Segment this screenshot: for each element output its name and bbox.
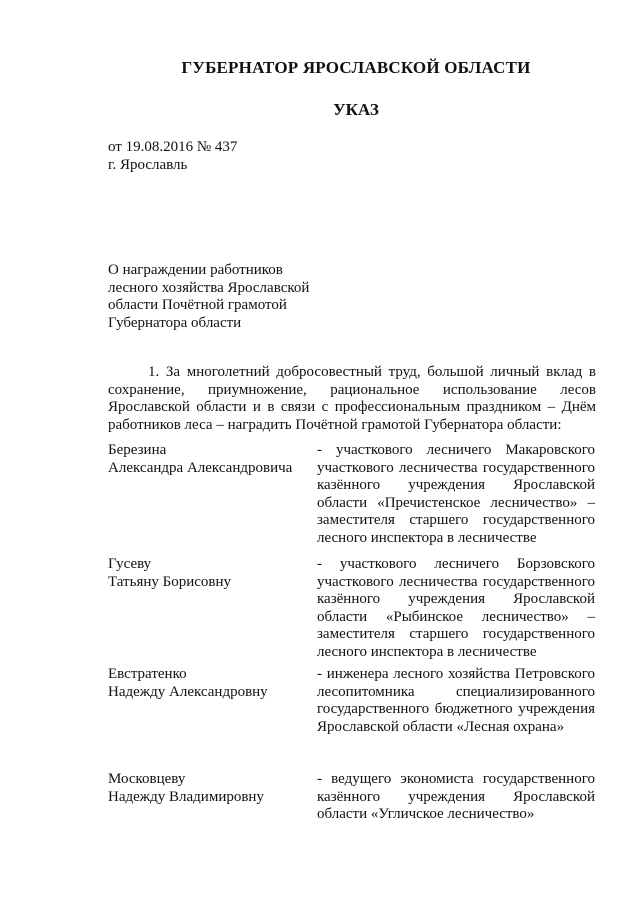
decree-city: г. Ярославль — [108, 157, 188, 173]
awardee-position: - ведущего экономиста государственного казённого учреждения Ярославской области «Угличское лесничество» — [317, 771, 595, 822]
awardee-given-names: Надежду Александровну — [108, 683, 268, 700]
awardee-given-names: Татьяну Борисовну — [108, 573, 232, 590]
document-type: УКАЗ — [333, 100, 379, 119]
subject-line: О награждении работников — [108, 262, 283, 278]
awardee-name — [108, 771, 308, 806]
awardee-position: - инженера лесного хозяйства Петровского лесопитомника специализированного государственного бюджетного учреждения Ярославской области «Лесная охрана» — [317, 666, 595, 735]
awardee-surname: Гусеву — [108, 556, 152, 572]
decree-date-number: от 19.08.2016 № 437 — [108, 139, 238, 155]
decree-subject — [108, 262, 338, 332]
awardee-name — [108, 442, 308, 477]
awardee-position: - участкового лесничего Борзовского участкового лесничества государственного казённого учреждения Ярославской области «Рыбинское лесничество» – заместителя старшего государственного лесного инспектора в лесничестве — [317, 556, 595, 660]
awardee-surname: Березина — [108, 442, 167, 458]
awardee-name — [108, 556, 308, 591]
awardee-surname: Евстратенко — [108, 666, 187, 682]
subject-line: области Почётной грамотой — [108, 297, 287, 313]
awardee-surname: Московцеву — [108, 771, 186, 787]
awardee-position: - участкового лесничего Макаровского участкового лесничества государственного казённого учреждения Ярославской области «Пречистенское лесничество» – заместителя старшего государственного лесного инспектора в лесничестве — [317, 442, 595, 546]
decree-paragraph: 1. За многолетний добросовестный труд, большой личный вклад в сохранение, приумножение, рациональное использование лесов Ярославской области и в связи с профессиональным праздником – Днём работников леса – наградить Почётной грамотой Губернатора области: — [108, 364, 596, 433]
document-title: ГУБЕРНАТОР ЯРОСЛАВСКОЙ ОБЛАСТИ — [181, 58, 531, 77]
awardee-given-names: Надежду Владимировну — [108, 788, 264, 805]
awardee-name — [108, 666, 308, 701]
awardee-given-names: Александра Александровича — [108, 459, 293, 476]
subject-line: лесного хозяйства Ярославской — [108, 279, 310, 296]
subject-line: Губернатора области — [108, 314, 242, 331]
